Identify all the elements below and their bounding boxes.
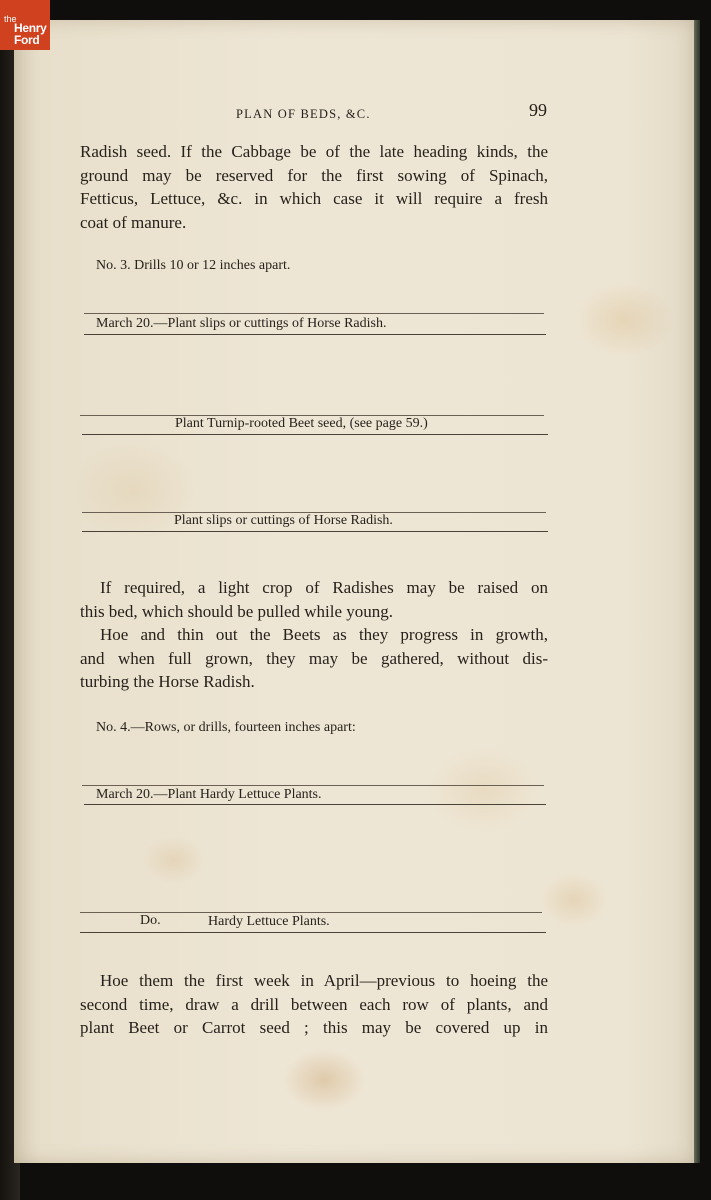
page-edge [694, 20, 700, 1163]
paragraph-3-line: plant Beet or Carrot seed ; this may be covered up in [80, 1018, 548, 1037]
drill-line [84, 334, 546, 335]
bed-4-row-2-ditto: Do. [140, 913, 161, 928]
henry-ford-logo [0, 0, 50, 50]
paragraph-1-line: coat of manure. [80, 212, 187, 232]
drill-line [84, 313, 544, 314]
paragraph-2 [80, 576, 548, 694]
drill-line [82, 434, 548, 435]
paragraph-3-line: Hoe them the first week in April—previous to hoeing the [100, 971, 548, 990]
bed-3-row-1: March 20.—Plant slips or cuttings of Horse Radish. [96, 316, 387, 331]
paragraph-1-line: Radish seed. If the Cabbage be of the late heading kinds, the [80, 142, 548, 161]
drill-line [80, 932, 546, 933]
drill-line [82, 785, 544, 786]
paragraph-2-line: this bed, which should be pulled while young. [80, 601, 394, 621]
paragraph-1-line: Fetticus, Lettuce, &c. in which case it will require a fresh [80, 189, 548, 208]
bed-3-row-3: Plant slips or cuttings of Horse Radish. [174, 513, 393, 528]
drill-line [82, 531, 548, 532]
drill-line [84, 804, 546, 805]
bed-4-row-2: Hardy Lettuce Plants. [208, 914, 330, 929]
running-header: PLAN OF BEDS, &C. [236, 107, 371, 121]
paragraph-1-line: ground may be reserved for the first sowing of Spinach, [80, 165, 548, 185]
logo-ford-text: Ford [14, 33, 40, 47]
paragraph-2-line: Hoe and thin out the Beets as they progress in growth, [100, 625, 548, 644]
bed-4-row-1: March 20.—Plant Hardy Lettuce Plants. [96, 787, 322, 802]
bed-3-row-2: Plant Turnip-rooted Beet seed, (see page 59.) [175, 416, 428, 431]
paragraph-3 [80, 969, 548, 1040]
logo-the-text: the [4, 14, 17, 24]
bed-4-heading: No. 4.—Rows, or drills, fourteen inches apart: [96, 720, 356, 735]
paragraph-2-line: If required, a light crop of Radishes may be raised on [100, 578, 548, 597]
bed-3-heading: No. 3. Drills 10 or 12 inches apart. [96, 258, 291, 273]
paragraph-1 [80, 140, 548, 234]
logo-henry-text: Henry [14, 21, 47, 35]
page-number: 99 [529, 100, 547, 120]
paragraph-3-line: second time, draw a drill between each row of plants, and [80, 994, 548, 1014]
paragraph-2-line: and when full grown, they may be gathered, without dis- [80, 648, 548, 668]
paragraph-2-line: turbing the Horse Radish. [80, 672, 255, 691]
